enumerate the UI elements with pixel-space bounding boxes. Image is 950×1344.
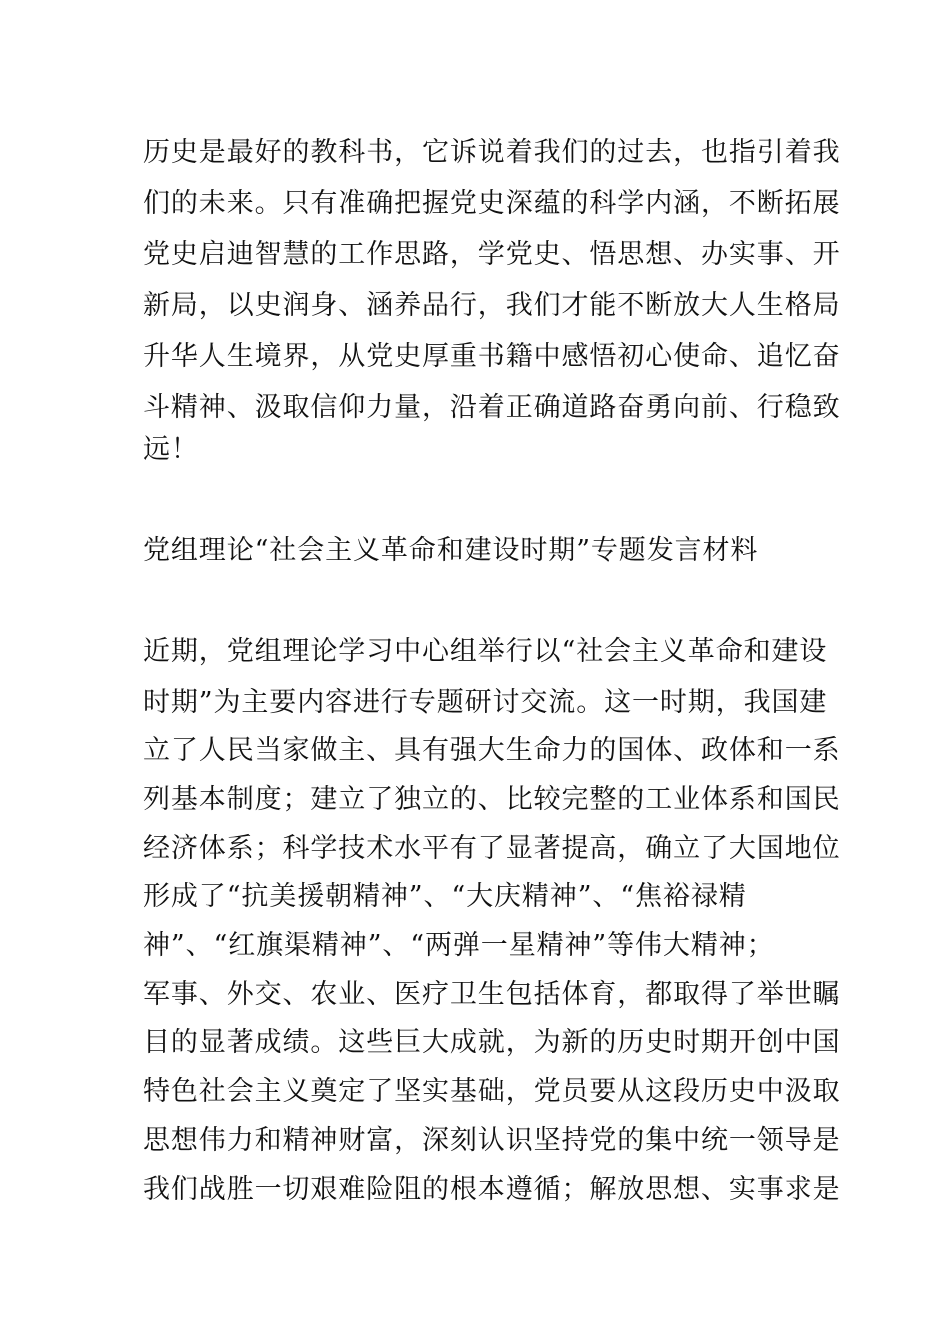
paragraph-line: 远！: [143, 434, 199, 465]
paragraph-line: 们的未来。只有准确把握党史深蕴的科学内涵，不断拓展: [143, 188, 841, 219]
paragraph-line: 时期”为主要内容进行专题研讨交流。这一时期，我国建: [143, 687, 828, 718]
paragraph-line: 形成了“抗美援朝精神”、“大庆精神”、“焦裕禄精: [143, 881, 747, 912]
paragraph-line: 目的显著成绩。这些巨大成就，为新的历史时期开创中国: [143, 1027, 841, 1058]
section-heading: 党组理论“社会主义革命和建设时期”专题发言材料: [143, 535, 759, 566]
paragraph-line: 军事、外交、农业、医疗卫生包括体育，都取得了举世瞩: [143, 979, 841, 1010]
paragraph-line: 升华人生境界，从党史厚重书籍中感悟初心使命、追忆奋: [143, 341, 841, 372]
paragraph-line: 列基本制度；建立了独立的、比较完整的工业体系和国民: [143, 784, 841, 815]
paragraph-line: 经济体系；科学技术水平有了显著提高，确立了大国地位: [143, 833, 841, 864]
paragraph-line: 历史是最好的教科书，它诉说着我们的过去，也指引着我: [143, 137, 841, 168]
paragraph-line: 斗精神、汲取信仰力量，沿着正确道路奋勇向前、行稳致: [143, 392, 841, 423]
paragraph-line: 思想伟力和精神财富，深刻认识坚持党的集中统一领导是: [143, 1125, 841, 1156]
paragraph-line: 近期，党组理论学习中心组举行以“社会主义革命和建设: [143, 636, 828, 667]
paragraph-line: 立了人民当家做主、具有强大生命力的国体、政体和一系: [143, 735, 841, 766]
paragraph-line: 特色社会主义奠定了坚实基础，党员要从这段历史中汲取: [143, 1076, 841, 1107]
paragraph-line: 党史启迪智慧的工作思路，学党史、悟思想、办实事、开: [143, 239, 841, 270]
paragraph-line: 我们战胜一切艰难险阻的根本遵循；解放思想、实事求是: [143, 1174, 841, 1205]
paragraph-line: 神”、“红旗渠精神”、“两弹一星精神”等伟大精神；: [143, 930, 775, 961]
paragraph-line: 新局，以史润身、涵养品行，我们才能不断放大人生格局: [143, 290, 841, 321]
